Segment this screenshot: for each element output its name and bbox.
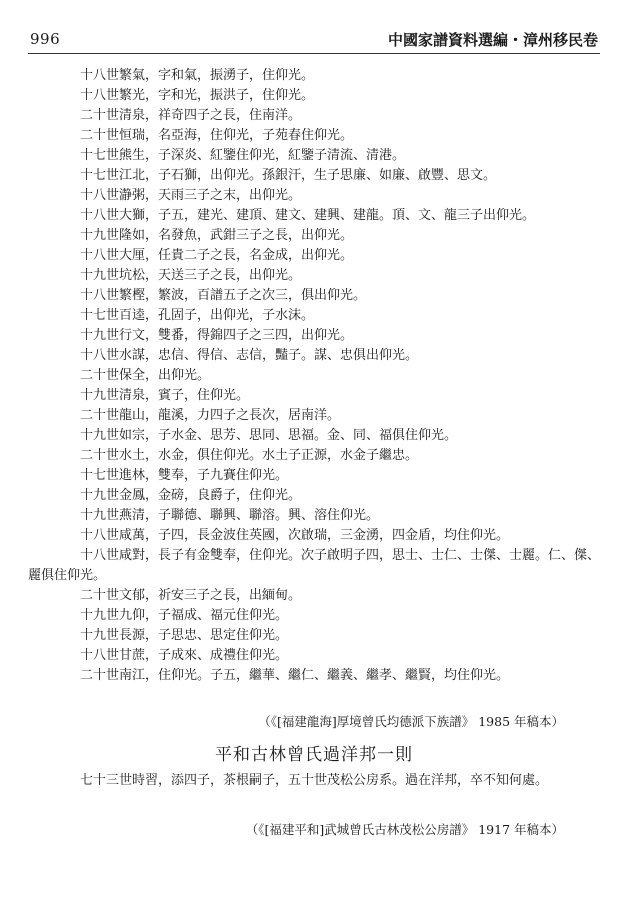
entry-15: 十八世水謀，忠信、得信、志信，豔子。謀、忠俱出仰光。 [80,348,419,363]
entry-21: 十七世進林，雙奉，子九賽住仰光。 [80,468,289,483]
genealogy-entries [28,66,600,686]
entry-10: 十八世大厘，任貴二子之長，名金成，出仰光。 [80,248,354,263]
entry-1: 十八世繁氣，字和氣，振湧子，住仰光。 [80,68,315,83]
section-body: 七十三世時習，添四子，茶根嗣子，五十世茂松公房系。過在洋邦，卒不知何處。 [80,773,549,788]
running-title: 中國家譜資料選編・漳州移民卷 [387,31,598,49]
entry-6: 十七世江北，子石獅，出仰光。孫銀汗，生子思廉、如廉、啟豐、思文。 [80,168,497,183]
entry-2: 十八世繁光，字和光，振洪子，住仰光。 [80,88,315,103]
header-rule [28,53,600,54]
entry-13: 十七世百逵，孔固子，出仰光，子水沫。 [80,308,315,323]
source-citation-2: （《[福建平和]武城曾氏古林茂松公房譜》 1917 年稿本） [245,822,564,837]
entry-4: 二十世恒瑞，名亞海，住仰光，子苑春住仰光。 [80,128,354,143]
entry-22: 十九世金鳳，金磅，良爵子，住仰光。 [80,488,302,503]
entry-8: 十八世大獅，子五，建光、建頂、建文、建興、建龍。頂、文、龍三子出仰光。 [80,208,536,223]
entry-24: 十八世咸萬，子四，長金波住英國，次啟瑞，三金湧，四金盾，均住仰光。 [80,528,510,543]
entry-29: 十八世甘蔗，子成來、成禮住仰光。 [80,648,289,663]
entry-16: 二十世保全，出仰光。 [80,368,211,383]
entry-12: 十八世繁樫，繁波，百譜五子之次三，俱出仰光。 [80,288,367,303]
entry-18: 二十世龍山，龍溪，力四子之長次，居南洋。 [80,408,341,423]
section-title: 平和古林曾氏過洋邦一則 [215,745,413,765]
entry-9: 十九世隆如，名發魚，武鉗三子之長，出仰光。 [80,228,354,243]
entry-19: 十九世如宗，子水金、思芳、思同、思福。金、同、福俱住仰光。 [80,428,458,443]
entry-30: 二十世南江，住仰光。子五，繼華、繼仁、繼義、繼孝、繼賢，均住仰光。 [80,668,510,683]
entry-5: 十七世熊生，子深炎、紅鑒住仰光，紅鑒子清流、清港。 [80,148,406,163]
entry-25: 十八世咸對，長子有金雙奉，住仰光。次子啟明子四，思士、士仁、士傑、士麗。仁、傑、麗俱住仰光。 [28,548,600,583]
entry-26: 二十世文郁，祈安三子之長，出緬甸。 [80,588,302,603]
entry-3: 二十世清泉，祥奇四子之長，住南洋。 [80,108,302,123]
entry-17: 十九世清泉，賓子，住仰光。 [80,388,250,403]
entry-28: 十九世長源，子思忠、思定住仰光。 [80,628,289,643]
entry-14: 十九世行文，雙番，得錦四子之三四，出仰光。 [80,328,354,343]
entry-7: 十八世瀞粥，天雨三子之末，出仰光。 [80,188,302,203]
page-number: 996 [30,30,61,48]
source-citation-1: （《[福建龍海]厚境曾氏均德派下族譜》 1985 年稿本） [258,714,564,729]
entry-27: 十九世九仰，子福成、福元住仰光。 [80,608,289,623]
entry-11: 十九世坑松，天送三子之長，出仰光。 [80,268,302,283]
entry-23: 十九世燕清，子聯德、聯興、聯溶。興、溶住仰光。 [80,508,380,523]
entry-20: 二十世水土，水金，俱住仰光。水土子正源，水金子繼忠。 [80,448,419,463]
